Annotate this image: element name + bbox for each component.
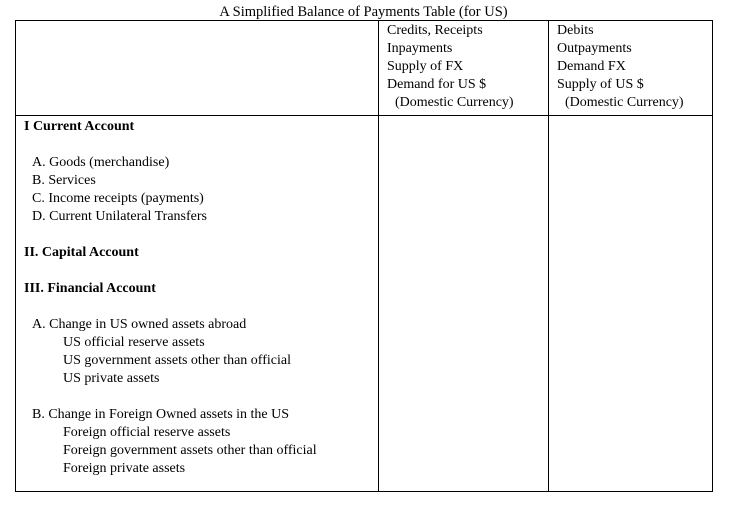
table-title: A Simplified Balance of Payments Table (for US): [219, 4, 508, 20]
us-assets-abroad-heading: A. Change in US owned assets abroad: [32, 317, 247, 332]
us-assets-item: US official reserve assets: [63, 335, 205, 350]
debits-header-line: Outpayments: [557, 41, 632, 56]
current-account-item: B. Services: [32, 173, 96, 188]
accounts-column: [16, 116, 379, 492]
financial-account-heading: III. Financial Account: [24, 281, 156, 296]
debits-header-line: Supply of US $: [557, 77, 644, 92]
us-assets-item: US private assets: [63, 371, 160, 386]
credits-header-line: Demand for US $: [387, 77, 487, 92]
current-account-item: A. Goods (merchandise): [32, 155, 170, 170]
credits-header-line: Supply of FX: [387, 59, 464, 74]
credits-header-line: Inpayments: [387, 41, 453, 56]
credits-header-line: (Domestic Currency): [395, 95, 514, 110]
foreign-assets-item: Foreign official reserve assets: [63, 425, 231, 440]
header-blank-cell: [16, 21, 379, 116]
current-account-item: D. Current Unilateral Transfers: [32, 209, 207, 224]
foreign-assets-item: Foreign private assets: [63, 461, 186, 476]
credits-header: [379, 21, 549, 116]
debits-column: [549, 116, 713, 492]
us-assets-item: US government assets other than official: [63, 353, 291, 368]
debits-header-line: Debits: [557, 23, 594, 38]
capital-account-heading: II. Capital Account: [24, 245, 139, 260]
balance-of-payments-table: [15, 20, 713, 492]
body-row: [16, 116, 713, 492]
header-row: [16, 21, 713, 116]
foreign-assets-heading: B. Change in Foreign Owned assets in the US: [32, 407, 290, 422]
debits-header-line: Demand FX: [557, 59, 626, 74]
debits-header-line: (Domestic Currency): [565, 95, 684, 110]
current-account-heading: I Current Account: [24, 119, 135, 134]
credits-column: [379, 116, 549, 492]
debits-header: [549, 21, 713, 116]
credits-header-line: Credits, Receipts: [387, 23, 483, 38]
current-account-item: C. Income receipts (payments): [32, 191, 204, 206]
foreign-assets-item: Foreign government assets other than official: [63, 443, 317, 458]
